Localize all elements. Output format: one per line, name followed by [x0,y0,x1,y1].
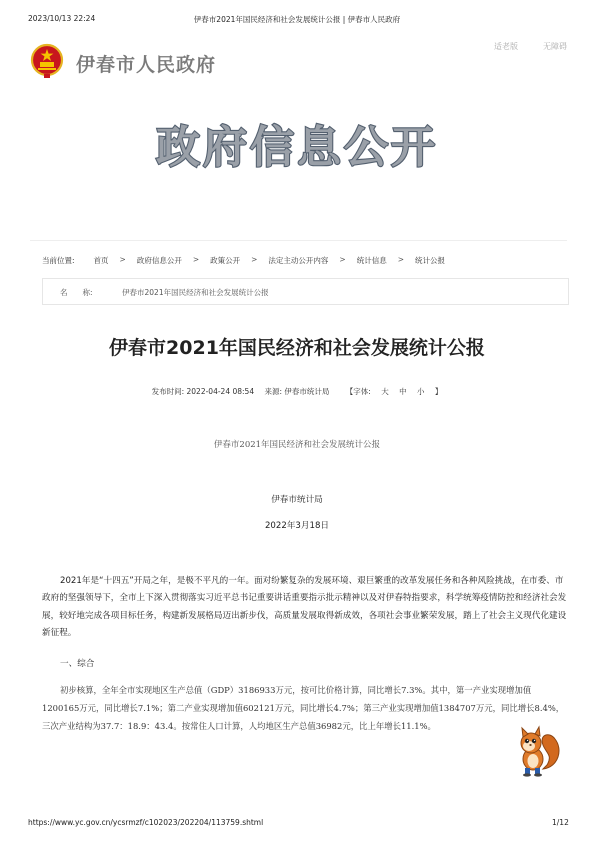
paragraph-text: 初步核算，全年全市实现地区生产总值（GDP）3186933万元，按可比价格计算，同比增长7.3%。其中，第一产业实现增加值1200165万元，同比增长7.1%；第二产业实现增加值602121万元，同比增长4.7%；第三产业实现增加值1384707万元，同比增长8.4%，三次产业结构为37.7：18.9：43.4。按常住人口计算，人均地区生产总值36982元，比上年增长11.1%。 [42,685,565,731]
font-size-label: 【字体: [345,387,371,396]
name-value: 伊春市2021年国民经济和社会发展统计公报 [122,288,269,297]
banner [0,118,594,178]
font-medium-button[interactable]: 中 [399,387,407,396]
article-subtitle: 伊春市2021年国民经济和社会发展统计公报 [213,440,381,450]
print-page-title: 伊春市2021年国民经济和社会发展统计公报 | 伊春市人民政府 [193,15,401,24]
banner-text: 政府信息公开 [156,122,438,173]
name-label: 名 称: [60,288,93,297]
article-title: 伊春市2021年国民经济和社会发展统计公报 [109,337,485,359]
breadcrumb-separator: > [397,255,405,264]
paragraph-text: 2021年是“十四五”开局之年，是极不平凡的一年。面对纷繁复杂的发展环境、艰巨繁重的改革发展任务和各种风险挑战，在市委、市政府的坚强领导下，全市上下深入贯彻落实习近平总书记重要讲话重要指示批示精神以及对伊春特指要求，科学统筹疫情防控和经济社会发展，较好地完成各项目标任务，构建新发展格局迈出新步伐，高质量发展取得新成效，各项社会事业繁荣发展，踏上了社会主义现代化建设新征程。 [42,576,567,638]
font-large-button[interactable]: 大 [381,387,389,396]
elderly-mode-link[interactable]: 适老版 [494,42,518,51]
article-paragraph-1 [42,573,567,642]
breadcrumb-gov-info[interactable]: 政府信息公开 [136,256,182,265]
font-size-end: 】 [434,387,443,396]
breadcrumb-separator: > [192,255,200,264]
breadcrumb-label: 当前位置: [42,256,75,265]
breadcrumb-legal-content[interactable]: 法定主动公开内容 [268,256,329,265]
print-page-number: 1/12 [552,818,569,827]
article-date: 2022年3月18日 [264,521,330,531]
squirrel-mascot-icon[interactable] [513,725,563,777]
accessibility-link[interactable]: 无障碍 [543,42,567,51]
breadcrumb-bulletin[interactable]: 统计公报 [415,256,446,265]
breadcrumb-home[interactable]: 首页 [93,256,109,265]
print-url: https://www.yc.gov.cn/ycsrmzf/c102023/202204/113759.shtml [28,818,264,827]
article-paragraph-2 [42,682,567,735]
font-small-button[interactable]: 小 [417,387,425,396]
national-emblem-icon [30,43,64,79]
breadcrumb-statistics[interactable]: 统计信息 [356,256,387,265]
print-datetime: 2023/10/13 22:24 [28,14,96,23]
breadcrumb [42,255,445,266]
breadcrumb-separator: > [251,255,258,264]
breadcrumb-separator: > [339,255,346,264]
breadcrumb-policy[interactable]: 政策公开 [210,256,241,265]
breadcrumb-separator: > [119,255,126,264]
article-source: 来源: 伊春市统计局 [264,387,330,396]
site-name[interactable]: 伊春市人民政府 [76,54,217,76]
publish-time: 发布时间: 2022-04-24 08:54 [151,387,255,396]
article-meta [0,386,594,397]
section-heading: 一、综合 [60,659,95,669]
article-author: 伊春市统计局 [271,495,323,505]
